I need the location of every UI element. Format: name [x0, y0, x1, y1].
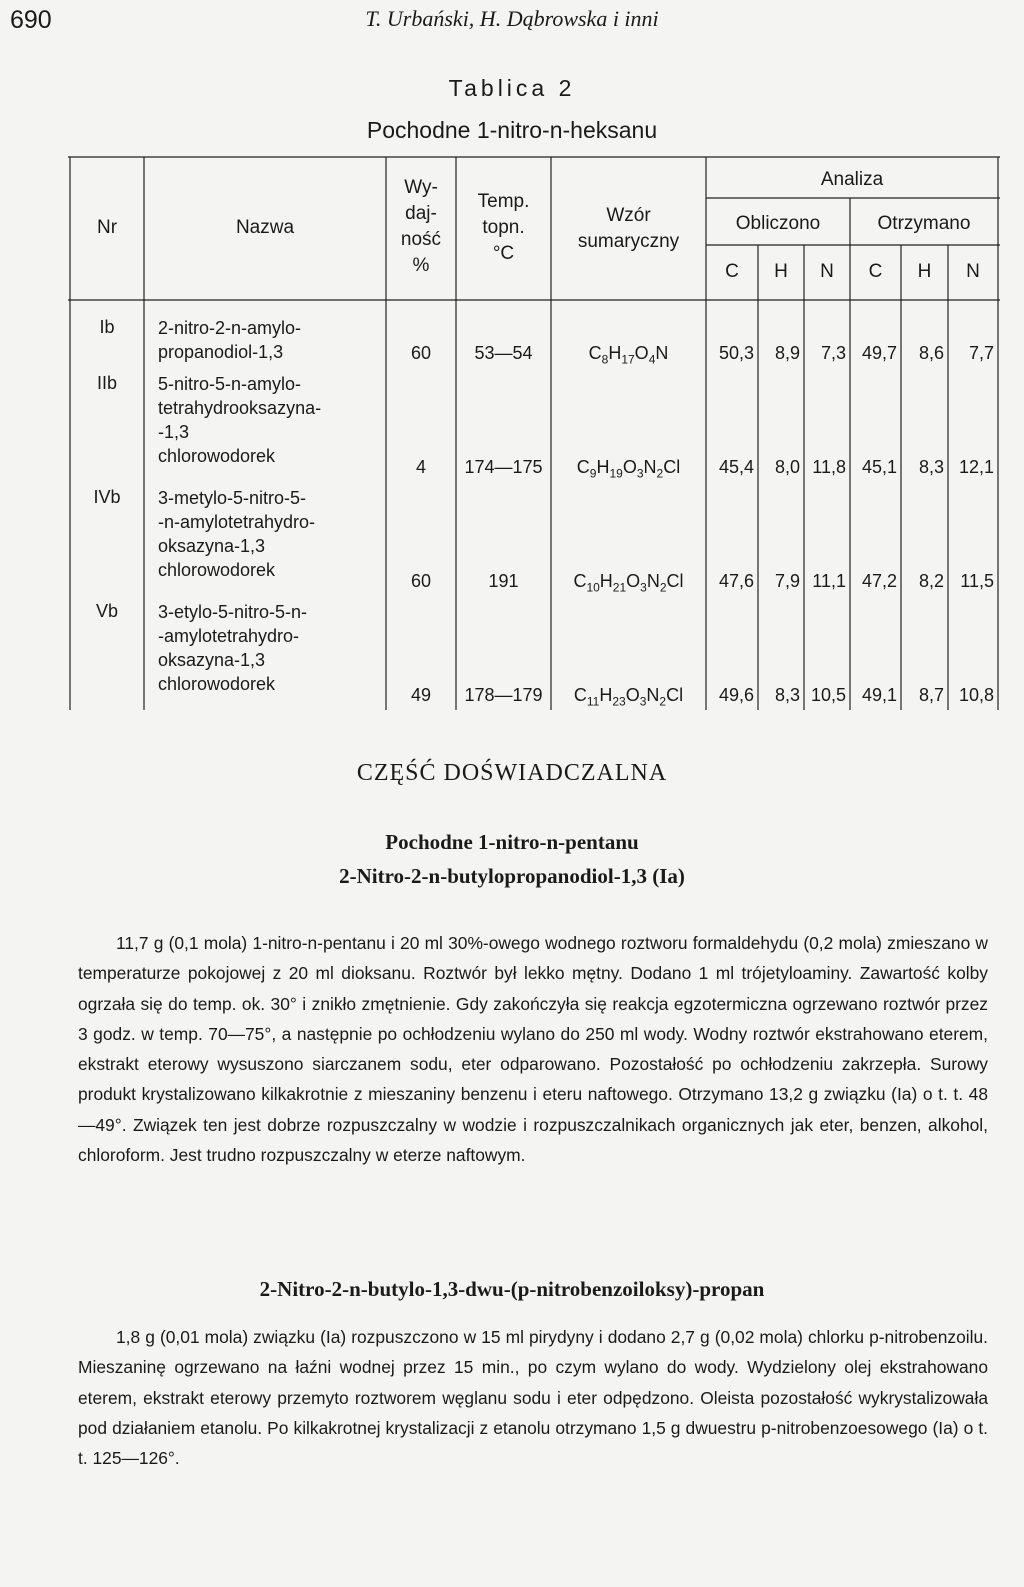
header-wydajnosc: Wy- daj- ność % — [400, 177, 442, 276]
row-found-n: 11,5 — [960, 571, 994, 591]
header-element: N — [820, 261, 834, 282]
row-mp: 178—179 — [464, 685, 543, 705]
row-nr: IVb — [93, 487, 121, 507]
header-element: N — [966, 261, 980, 282]
compound-heading: 2-Nitro-2-n-butylopropanodiol-1,3 (Ia) — [339, 864, 685, 888]
row-calc-h: 7,9 — [774, 571, 800, 591]
row-yield: 49 — [410, 685, 432, 705]
row-calc-n: 11,1 — [812, 571, 846, 591]
row-calc-h: 8,9 — [774, 343, 800, 363]
row-found-c: 45,1 — [861, 457, 897, 477]
row-yield: 60 — [410, 343, 432, 363]
header-wzor: Wzór sumaryczny — [577, 205, 680, 252]
row-found-c: 49,7 — [861, 343, 897, 363]
header-obliczono: Obliczono — [735, 213, 821, 234]
header-element: H — [774, 261, 788, 282]
running-head-authors: T. Urbański, H. Dąbrowska i inni — [365, 6, 659, 31]
row-name: 3-metylo-5-nitro-5- -n-amylotetrahydro- oksazyna-1,3 chlorowodorek — [158, 488, 316, 580]
row-calc-c: 49,6 — [718, 685, 754, 705]
row-name: 2-nitro-2-n-amylo- propanodiol-1,3 — [158, 318, 302, 362]
header-temp: Temp. topn. °C — [477, 191, 530, 264]
row-found-c: 47,2 — [861, 571, 897, 591]
row-found-h: 8,7 — [918, 685, 944, 705]
row-name: 3-etylo-5-nitro-5-n- -amylotetrahydro- oksazyna-1,3 chlorowodorek — [158, 602, 308, 694]
row-found-n: 7,7 — [968, 343, 994, 363]
row-found-n: 12,1 — [958, 457, 994, 477]
row-nr: IIb — [96, 373, 117, 393]
row-calc-h: 8,0 — [774, 457, 800, 477]
data-table — [68, 155, 1016, 715]
header-element: H — [917, 261, 932, 282]
row-found-n: 10,8 — [958, 685, 994, 705]
row-mp: 174—175 — [464, 457, 543, 477]
row-formula: $C_{10}H_{21}O_3N_2Cl$ — [573, 571, 684, 595]
row-found-h: 8,3 — [918, 457, 944, 477]
section-subtitle: Pochodne 1-nitro-n-pentanu — [385, 830, 639, 854]
header-nazwa: Nazwa — [235, 217, 295, 238]
page-number: 690 — [10, 6, 52, 34]
section-title: CZĘŚĆ DOŚWIADCZALNA — [356, 760, 668, 786]
row-nr: Vb — [95, 601, 119, 621]
row-calc-n: 10,5 — [810, 685, 846, 705]
procedure-paragraph: 11,7 g (0,1 mola) 1-nitro-n-pentanu i 20 ml 30%-owego wodnego roztworu formaldehydu (0,2 mola) zmieszano w temperaturze pokojowej z 20 ml dioksanu. Roztwór był lekko mętny. Dodano 1 ml trójetyloaminy. Zawartość kolby ogrzała się do temp. ok. 30° i znikło zmętnienie. Gdy zakończyła się reakcja egzotermiczna ogrzewano roztwór przez 3 godz. w temp. 70—75°, a następnie po ochłodzeniu wylano do 250 ml wody. Wodny roztwór ekstrahowano eterem, ekstrakt eterowy wysuszono siarczanem sodu, eter odparowano. Pozostałość po ochłodzeniu zakrzepła. Surowy produkt krystalizowano kilkakrotnie z mieszaniny benzenu i eteru naftowego. Otrzymano 13,2 g związku (Ia) o t. t. 48—49°. Związek ten jest dobrze rozpuszczalny w wodzie i rozpuszczalnikach organicznych jak eter, benzen, alkohol, chloroform. Jest trudno rozpuszczalny w eterze naftowym. — [78, 933, 988, 1166]
row-mp: 191 — [488, 571, 519, 591]
row-calc-c: 45,4 — [718, 457, 754, 477]
row-calc-n: 11,8 — [812, 457, 846, 477]
header-analiza: Analiza — [820, 169, 884, 190]
procedure-paragraph: 1,8 g (0,01 mola) związku (Ia) rozpuszczono w 15 ml pirydyny i dodano 2,7 g (0,02 mola) chlorku p-nitrobenzoilu. Mieszaninę ogrzewano na łaźni wodnej przez 15 min., po czym wylano do wody. Wydzielony olej ekstrahowano eterem, ekstrakt eterowy przemyto roztworem węglanu sodu i eter odpędzono. Oleista pozostałość wykrystalizowała pod działaniem etanolu. Po kilkakrotnej krystalizacji z etanolu otrzymano 1,5 g dwuestru p-nitrobenzoesowego (Ia) o t. t. 125—126°. — [78, 1327, 988, 1469]
header-element: C — [868, 261, 883, 282]
row-nr: Ib — [99, 317, 115, 337]
row-found-h: 8,2 — [918, 571, 944, 591]
header-nr: Nr — [96, 217, 118, 238]
table-caption: Pochodne 1-nitro-n-heksanu — [366, 117, 658, 143]
row-mp: 53—54 — [474, 343, 533, 363]
table-label: Tablica 2 — [448, 75, 576, 101]
row-calc-n: 7,3 — [820, 343, 846, 363]
row-formula: $C_9H_{19}O_3N_2Cl$ — [576, 457, 681, 481]
header-element: C — [725, 261, 739, 282]
row-formula: $C_{11}H_{23}O_3N_2Cl$ — [573, 685, 684, 709]
row-calc-h: 8,3 — [774, 685, 800, 705]
row-calc-c: 47,6 — [718, 571, 754, 591]
row-yield: 4 — [415, 457, 426, 477]
compound-heading: 2-Nitro-2-n-butylo-1,3-dwu-(p-nitrobenzoiloksy)-propan — [259, 1277, 765, 1301]
row-name: 5-nitro-5-n-amylo- tetrahydrooksazyna- -1,3 chlorowodorek — [158, 374, 322, 466]
row-yield: 60 — [410, 571, 432, 591]
header-otrzymano: Otrzymano — [877, 213, 971, 234]
row-found-h: 8,6 — [918, 343, 944, 363]
row-calc-c: 50,3 — [718, 343, 754, 363]
row-formula: $C_8H_{17}O_4N$ — [588, 343, 669, 367]
page-header — [0, 4, 1024, 44]
row-found-c: 49,1 — [861, 685, 897, 705]
